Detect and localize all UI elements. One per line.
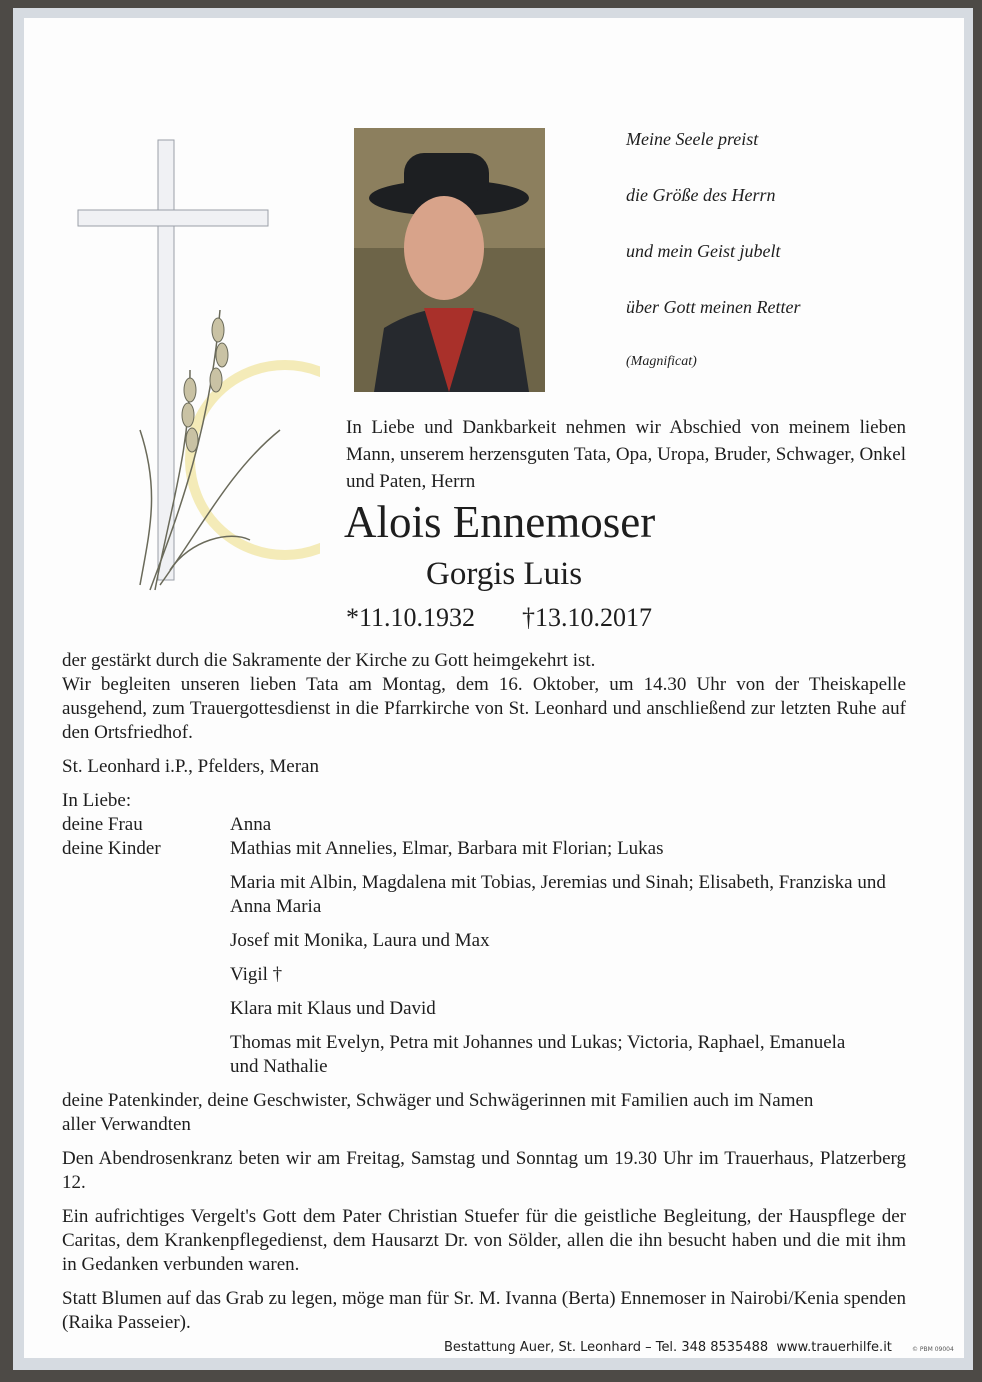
rosary-text: Den Abendrosenkranz beten wir am Freitag, Samstag und Sonntag um 19.30 Uhr im Trauerhaus, Platzerberg 12. [62,1148,906,1193]
quote-line: über Gott meinen Retter [626,297,801,317]
main-text [62,649,906,1335]
paragraph-sacraments: der gestärkt durch die Sakramente der Kirche zu Gott heimgekehrt ist. [62,650,596,671]
family-label: deine Frau [62,814,143,835]
nickname: Gorgis Luis [426,556,583,592]
quote-source: (Magnificat) [626,354,697,369]
family-names: Thomas mit Evelyn, Petra mit Johannes und Lukas; Victoria, Raphael, Emanuela und Nathalie [230,1032,846,1077]
footer-undertaker: Bestattung Auer, St. Leonhard – Tel. 348 8535488 www.trauerhilfe.it [444,1340,892,1355]
family-row [62,837,906,861]
family-label [62,963,230,987]
footer-code: © PBM 09004 [912,1346,954,1353]
flowers-text: Statt Blumen auf das Grab zu legen, möge man für Sr. M. Ivanna (Berta) Ennemoser in Nairobi/Kenia spenden (Raika Passeier). [62,1288,906,1333]
cross-wheat-illustration [70,130,320,600]
family-names: Josef mit Monika, Laura und Max [230,930,490,951]
relatives: deine Patenkinder, deine Geschwister, Schwäger und Schwägerinnen mit Familien auch im Namen aller Verwandten [62,1090,814,1135]
family-label [62,871,230,919]
death-date: †13.10.2017 [522,603,652,632]
family-names: Anna [230,814,272,835]
quote-line: die Größe des Herrn [626,185,776,205]
family-row [62,963,906,987]
portrait-photo [354,128,545,392]
places: St. Leonhard i.P., Pfelders, Meran [62,756,319,777]
in-liebe-label: In Liebe: [62,790,132,811]
birth-date: *11.10.1932 [346,603,476,632]
family-row [62,871,906,919]
family-row [62,1031,906,1079]
family-label [62,929,230,953]
quote-line: und mein Geist jubelt [626,241,781,261]
quote-line: Meine Seele preist [626,129,759,149]
family-row [62,929,906,953]
paragraph-funeral: Wir begleiten unseren lieben Tata am Montag, dem 16. Oktober, um 14.30 Uhr von der Theiskapelle ausgehend, zum Trauergottesdienst in die Pfarrkirche von St. Leonhard und anschließend zur letzten Ruhe auf den Ortsfriedhof. [62,674,906,743]
family-names: Maria mit Albin, Magdalena mit Tobias, Jeremias und Sinah; Elisabeth, Franziska und Anna Maria [230,872,886,917]
family-label [62,1031,230,1079]
family-label [62,997,230,1021]
family-names: Mathias mit Annelies, Elmar, Barbara mit Florian; Lukas [230,838,664,859]
family-row [62,813,906,837]
family-row [62,997,906,1021]
deceased-name: Alois Ennemoser [344,497,656,547]
thanks-text: Ein aufrichtiges Vergelt's Gott dem Pater Christian Stuefer für die geistliche Begleitung, der Hauspflege der Caritas, dem Krankenpflegedienst, dem Hausarzt Dr. von Sölder, allen die ihn besucht haben und die mit ihm in Gedanken verbunden waren. [62,1206,906,1275]
family-names: Vigil † [230,964,283,985]
family-names: Klara mit Klaus und David [230,998,436,1019]
intro-text: In Liebe und Dankbarkeit nehmen wir Abschied von meinem lieben Mann, unserem herzensguten Tata, Opa, Uropa, Bruder, Schwager, Onkel und Paten, Herrn [346,417,906,492]
family-label: deine Kinder [62,838,161,859]
